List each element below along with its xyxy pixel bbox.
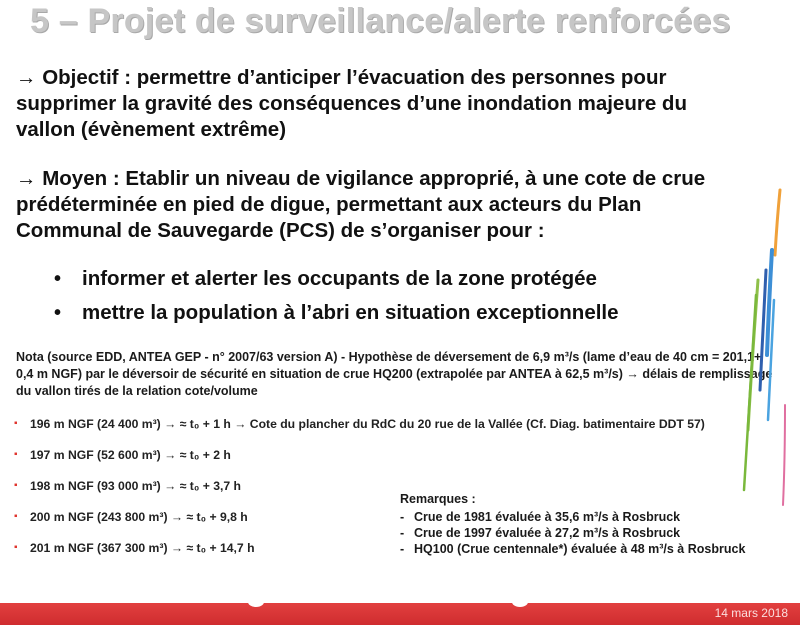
dash-icon: - [400,510,405,524]
remark-item [400,509,790,525]
remarks-title: Remarques : [400,492,476,506]
bullet-icon: • [54,302,62,324]
level-item [14,415,774,446]
remark-item [400,541,790,557]
dash-icon: - [400,542,405,556]
remark-item [400,525,790,541]
bullet-text: informer et alerter les occupants de la zone protégée [82,267,597,290]
level-text: 200 m NGF (243 800 m³) → ≈ t₀ + 9,8 h [30,510,248,524]
remarks-list [400,509,790,557]
bullet-text: mettre la population à l’abri en situation exceptionnelle [82,301,619,324]
slide-title: 5 – Projet de surveillance/alerte renforcées [30,2,731,40]
decorative-stripes-icon [730,180,800,510]
objectif-paragraph: → Objectif : permettre d’anticiper l’évacuation des personnes pour supprimer la gravité des conséquences d’une inondation majeure du vallon (évènement extrême) [16,66,687,141]
level-text: 198 m NGF (93 000 m³) → ≈ t₀ + 3,7 h [30,479,241,493]
bullet-icon: • [54,268,62,290]
remark-text: HQ100 (Crue centennale*) évaluée à 48 m³/s à Rosbruck [414,542,746,556]
footer-bar [0,603,800,625]
bullet-icon: ▪ [14,480,18,491]
level-text: 196 m NGF (24 400 m³) → ≈ t₀ + 1 h → Cote du plancher du RdC du 20 rue de la Vallée (Cf. Diag. batimentaire DDT 57) [30,417,705,431]
bullet-item [52,262,732,296]
level-text: 197 m NGF (52 600 m³) → ≈ t₀ + 2 h [30,448,231,462]
bullet-icon: ▪ [14,542,18,553]
dash-icon: - [400,526,405,540]
level-text: 201 m NGF (367 300 m³) → ≈ t₀ + 14,7 h [30,541,255,555]
bullet-item [52,296,732,330]
moyen-paragraph: → Moyen : Etablir un niveau de vigilance approprié, à une cote de crue prédéterminée en pied de digue, permettant aux acteurs du Plan Communal de Sauvegarde (PCS) de s’organiser pour : [16,167,706,242]
bullet-icon: ▪ [14,511,18,522]
level-item [14,446,774,477]
footer-notch-icon [512,597,528,607]
remark-text: Crue de 1981 évaluée à 35,6 m³/s à Rosbruck [414,510,681,524]
nota-text: Nota (source EDD, ANTEA GEP - n° 2007/63 version A) - Hypothèse de déversement de 6,9 m³/s (lame d’eau de 40 cm = 201,1+ 0,4 m NGF) par le déversoir de sécurité en situation de crue HQ200 (extrapolée par ANTEA à 62,5 m³/s) → délais de remplissage du vallon tirés de la relation cote/volume [16,350,773,398]
bullet-icon: ▪ [14,449,18,460]
remark-text: Crue de 1997 évaluée à 27,2 m³/s à Rosbruck [414,526,681,540]
footer-notch-icon [248,597,264,607]
action-bullet-list [52,262,732,330]
footer-date: 14 mars 2018 [714,606,788,620]
bullet-icon: ▪ [14,418,18,429]
